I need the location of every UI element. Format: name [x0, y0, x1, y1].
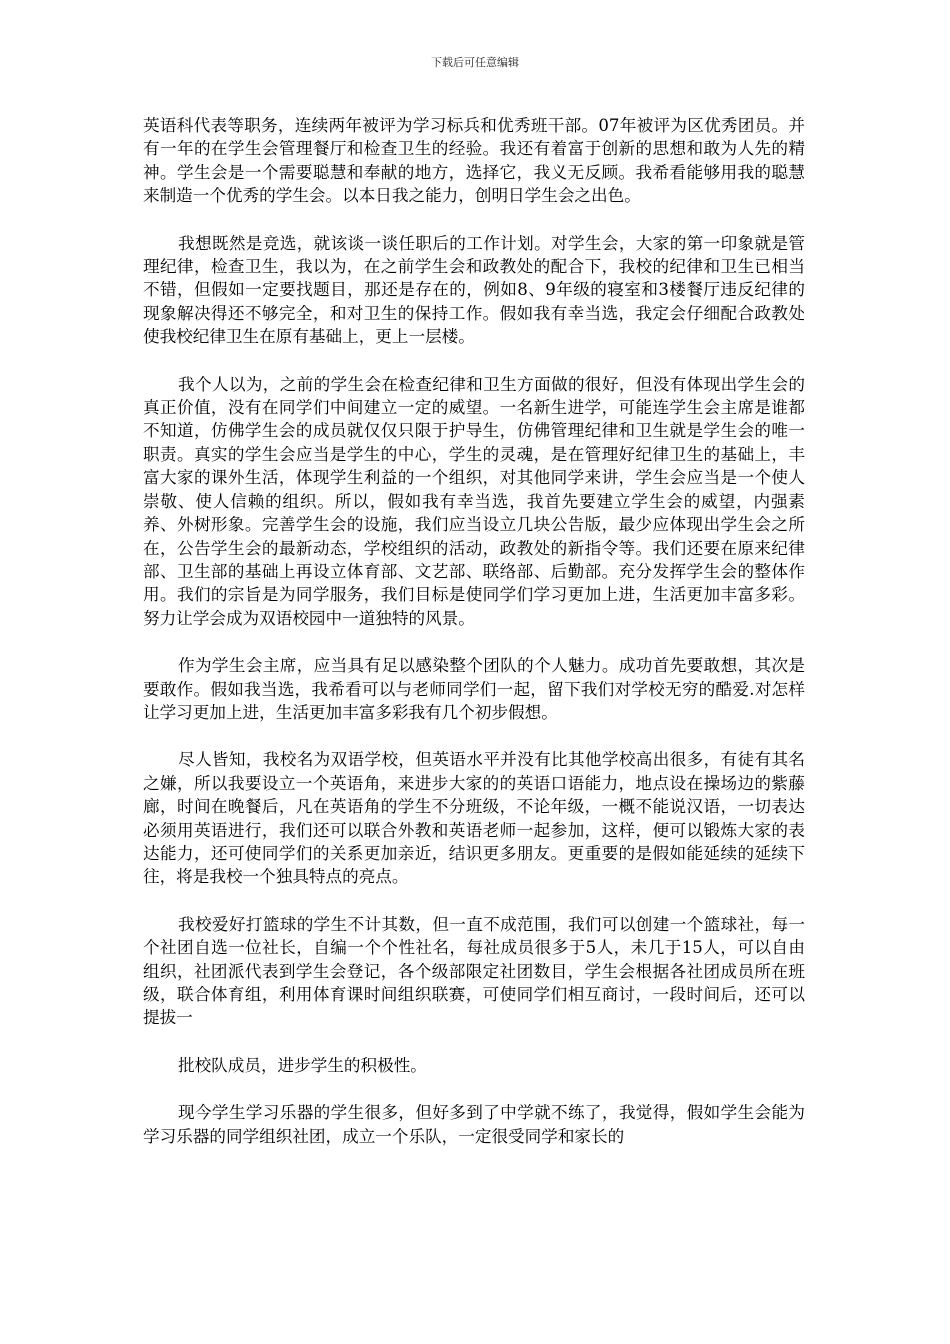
paragraph-8: 现今学生学习乐器的学生很多，但好多到了中学就不练了，我觉得，假如学生会能为学习乐器的同学组织社团，成立一个乐队，一定很受同学和家长的 — [143, 1103, 805, 1146]
document-body — [143, 114, 805, 1172]
paragraph-3: 我个人以为，之前的学生会在检查纪律和卫生方面做的很好，但没有体现出学生会的真正价值，没有在同学们中间建立一定的威望。一名新生进学，可能连学生会主席是谁都不知道，仿佛学生会的成员就仅仅只限于护导生，仿佛管理纪律和卫生就是学生会的唯一职责。真实的学生会应当是学生的中心，学生的灵魂，是在管理好纪律卫生的基础上，丰富大家的课外生活，体现学生利益的一个组织，对其他同学来讲，学生会应当是一个使人崇敬、使人信赖的组织。所以，假如我有幸当选，我首先要建立学生会的威望，内强素养、外树形象。完善学生会的设施，我们应当设立几块公告版，最少应体现出学生会之所在，公告学生会的最新动态，学校组织的活动，政教处的新指令等。我们还要在原来纪律部、卫生部的基础上再设立体育部、文艺部、联络部、后勤部。充分发挥学生会的整体作用。我们的宗旨是为同学服务，我们目标是使同学们学习更加上进，生活更加丰富多彩。努力让学会成为双语校园中一道独特的风景。 — [143, 374, 805, 628]
paragraph-6: 我校爱好打篮球的学生不计其数，但一直不成范围，我们可以创建一个篮球社，每一个社团自选一位社长，自编一个个性社名，每社成员很多于5人，未几于15人，可以自由组织，社团派代表到学生会登记，各个级部限定社团数目，学生会根据各社团成员所在班级，联合体育组，利用体育课时间组织联赛，可使同学们相互商讨，一段时间后，还可以提拔一 — [143, 914, 805, 1028]
paragraph-2: 我想既然是竞选，就该谈一谈任职后的工作计划。对学生会，大家的第一印象就是管理纪律，检查卫生，我以为，在之前学生会和政教处的配合下，我校的纪律和卫生已相当不错，但假如一定要找题目，那还是存在的，例如8、9年级的寝室和3楼餐厅违反纪律的现象解决得还不够完全，和对卫生的保持工作。假如我有幸当选，我定会仔细配合政教处使我校纪律卫生在原有基础上，更上一层楼。 — [143, 233, 805, 347]
paragraph-5: 尽人皆知，我校名为双语学校，但英语水平并没有比其他学校高出很多，有徒有其名之嫌，所以我要设立一个英语角，来进步大家的的英语口语能力，地点设在操场边的紫藤廊，时间在晚餐后，凡在英语角的学生不分班级，不论年级，一概不能说汉语，一切表达必须用英语进行，我们还可以联合外教和英语老师一起参加，这样，便可以锻炼大家的表达能力，还可使同学们的关系更加亲近，结识更多朋友。更重要的是假如能延续的延续下往，将是我校一个独具特点的亮点。 — [143, 750, 805, 887]
paragraph-4: 作为学生会主席，应当具有足以感染整个团队的个人魅力。成功首先要敢想，其次是要敢作。假如我当选，我希看可以与老师同学们一起，留下我们对学校无穷的酷爱.对怎样让学习更加上进，生活更加丰富多彩我有几个初步假想。 — [143, 656, 805, 722]
paragraph-7: 批校队成员，进步学生的积极性。 — [178, 1055, 427, 1075]
paragraph-1: 英语科代表等职务，连续两年被评为学习标兵和优秀班干部。07年被评为区优秀团员。并有一年的在学生会管理餐厅和检查卫生的经验。我还有着富于创新的思想和敢为人先的精神。学生会是一个需要聪慧和奉献的地方，选择它，我义无反顾。我希看能够用我的聪慧来制造一个优秀的学生会。以本日我之能力，创明日学生会之出色。 — [143, 116, 805, 206]
page-header: 下载后可任意编辑 — [431, 56, 519, 69]
